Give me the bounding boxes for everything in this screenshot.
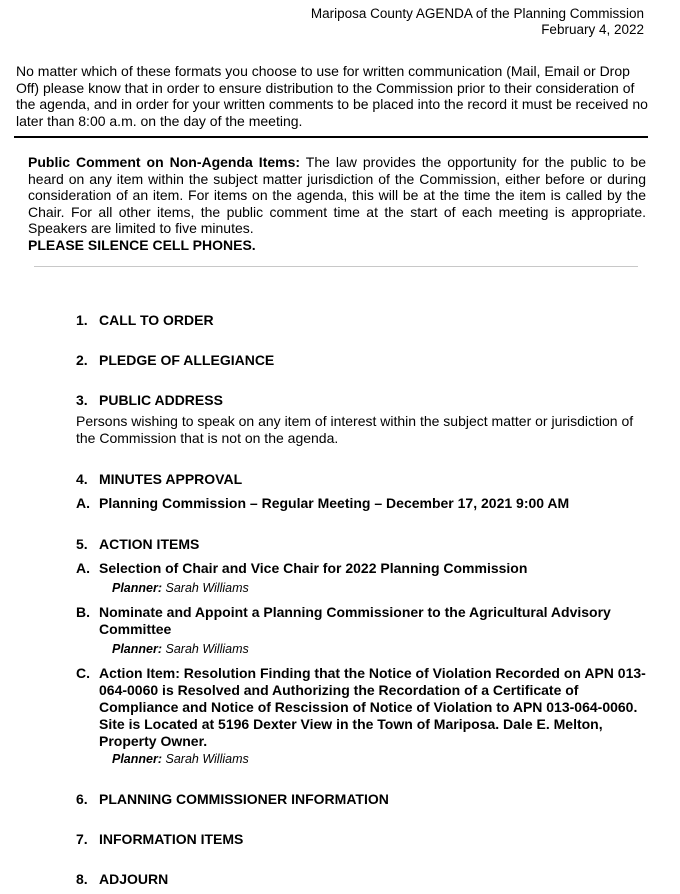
subitem-letter: A.: [76, 560, 90, 576]
header-date: February 4, 2022: [541, 22, 644, 37]
agenda-item-action-items: [76, 536, 199, 553]
light-divider: [34, 266, 638, 267]
item-number: 2.: [76, 352, 88, 368]
item-label: ADJOURN: [99, 871, 169, 887]
planner-line: [112, 581, 249, 596]
item-label: PLANNING COMMISSIONER INFORMATION: [99, 791, 389, 807]
public-comment-notice: [28, 154, 646, 237]
planner-line: [112, 642, 249, 657]
agenda-item-pledge: [76, 352, 274, 369]
item-number: 4.: [76, 471, 88, 487]
subitem-text: Nominate and Appoint a Planning Commissioner to the Agricultural Advisory Committee: [99, 604, 611, 637]
planner-label: Planner:: [112, 642, 163, 656]
intro-paragraph: No matter which of these formats you choose to use for written communication (Mail, Email or Drop Off) please know that in order to ensure distribution to the Commission prior to their consideration of the agenda, and in order for your written comments to be placed into the record it must be received no later than 8:00 a.m. on the day of the meeting.: [16, 63, 648, 129]
minutes-subitem-a: [76, 495, 646, 512]
agenda-item-public-address: [76, 392, 223, 409]
public-comment-body: The law provides the opportunity for the public to be heard on any item within the subject matter jurisdiction of the Commission, either before or during consideration of an item. For items on the agenda, this will be at the time the item is called by the Chair. For all other items, the public comment time at the start of each meeting is appropriate. Speakers are limited to five minutes.: [28, 154, 646, 236]
item-number: 7.: [76, 831, 88, 847]
planner-label: Planner:: [112, 581, 163, 595]
item-number: 6.: [76, 791, 88, 807]
subitem-letter: C.: [76, 665, 90, 681]
agenda-item-call-to-order: [76, 312, 214, 329]
agenda-item-commissioner-info: [76, 791, 389, 808]
item-label: INFORMATION ITEMS: [99, 831, 244, 847]
planner-name: Sarah Williams: [165, 642, 249, 656]
planner-label: Planner:: [112, 752, 163, 766]
planner-line: [112, 752, 249, 767]
header-title: Mariposa County AGENDA of the Planning Commission: [310, 6, 644, 21]
action-subitem-a: [76, 560, 646, 577]
item-number: 1.: [76, 312, 88, 328]
subitem-text: Action Item: Resolution Finding that the Notice of Violation Recorded on APN 013-064-0060 is Resolved and Authorizing the Recordation of a Certificate of Compliance and Notice of Rescission of Notice of Violation to APN 013-064-0060. Site is Located at 5196 Dexter View in the Town of Mariposa. Dale E. Melton, Property Owner.: [99, 665, 646, 749]
item-number: 5.: [76, 536, 88, 552]
item-label: PLEDGE OF ALLEGIANCE: [99, 352, 275, 368]
item-number: 8.: [76, 871, 88, 887]
action-subitem-c: [76, 665, 646, 750]
subitem-text: Planning Commission – Regular Meeting – December 17, 2021 9:00 AM: [99, 495, 570, 511]
item-number: 3.: [76, 392, 88, 408]
item-label: PUBLIC ADDRESS: [99, 392, 223, 408]
planner-name: Sarah Williams: [165, 581, 249, 595]
planner-name: Sarah Williams: [165, 752, 249, 766]
subitem-letter: A.: [76, 495, 90, 511]
action-subitem-b: [76, 604, 646, 638]
subitem-letter: B.: [76, 604, 90, 620]
page-header: [311, 6, 644, 38]
agenda-item-minutes-approval: [76, 471, 242, 488]
public-comment-heading: Public Comment on Non-Agenda Items:: [28, 154, 301, 170]
item-label: CALL TO ORDER: [99, 312, 214, 328]
agenda-item-information-items: [76, 831, 243, 848]
agenda-item-adjourn: [76, 871, 168, 888]
silence-phones-notice: PLEASE SILENCE CELL PHONES.: [28, 237, 256, 253]
item-label: MINUTES APPROVAL: [99, 471, 243, 487]
section-divider: [14, 136, 648, 138]
item-label: ACTION ITEMS: [99, 536, 200, 552]
subitem-text: Selection of Chair and Vice Chair for 2022 Planning Commission: [99, 560, 528, 576]
public-address-description: Persons wishing to speak on any item of interest within the subject matter or jurisdiction of the Commission that is not on the agenda.: [76, 413, 634, 446]
